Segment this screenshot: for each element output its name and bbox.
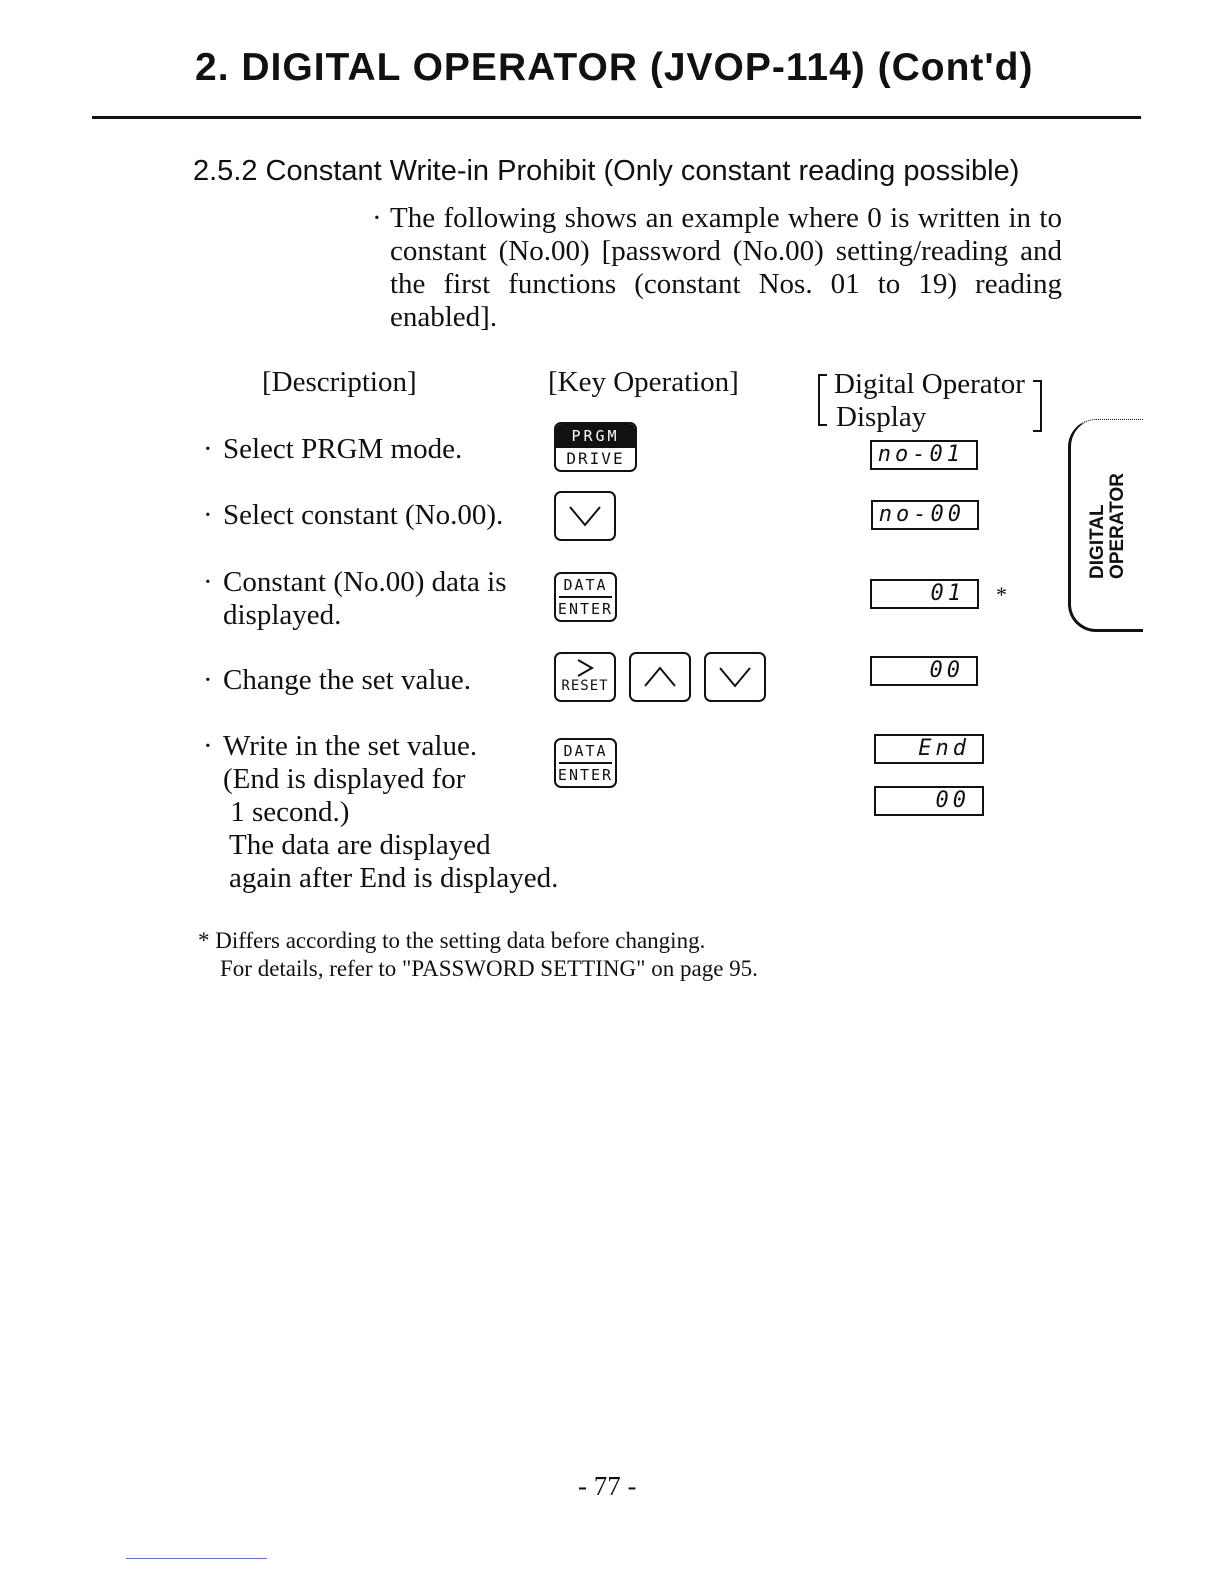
step-text-line1: Constant (No.00) data is	[223, 566, 507, 598]
step-text: Select PRGM mode.	[223, 433, 463, 465]
column-header-display	[818, 368, 1048, 434]
data-key-label: DATA	[563, 576, 608, 594]
lcd-display: no-00	[871, 500, 979, 530]
title-divider	[92, 116, 1141, 119]
footnote-line1: * Differs according to the setting data before changing.	[198, 928, 706, 953]
down-key[interactable]	[704, 652, 766, 702]
step-text-line5: again after End is displayed.	[229, 862, 559, 894]
step-write-value	[203, 730, 558, 895]
data-enter-key[interactable]	[554, 572, 617, 622]
chevron-right-icon	[574, 658, 596, 678]
section-side-tab	[1068, 419, 1143, 632]
step-text-line3: 1 second.)	[223, 796, 350, 828]
intro-text: The following shows an example where 0 is written in to constant (No.00) [password (No.00) setting/reading and the first functions (constant Nos. 01 to 19) reading enabled].	[390, 202, 1062, 333]
lcd-display: 00	[874, 786, 984, 816]
lcd-display: no-01	[870, 440, 978, 470]
chevron-down-icon	[567, 504, 603, 528]
reset-key-label: RESET	[561, 678, 609, 694]
left-bracket	[818, 374, 827, 426]
footnote-line2: For details, refer to "PASSWORD SETTING" on page 95.	[220, 956, 758, 981]
chevron-up-icon	[642, 665, 678, 689]
data-enter-key[interactable]	[554, 738, 617, 788]
data-key-label: DATA	[563, 742, 608, 760]
page-number: - 77 -	[578, 1471, 637, 1501]
step-bullet: ·	[203, 433, 213, 465]
step-text: Select constant (No.00).	[223, 499, 504, 531]
side-tab-label	[1088, 473, 1128, 579]
reset-key[interactable]	[554, 652, 616, 702]
step-text-line2: (End is displayed for	[223, 763, 466, 795]
step-select-prgm	[203, 433, 462, 466]
up-key[interactable]	[629, 652, 691, 702]
step-text-line2: displayed.	[223, 599, 342, 631]
step-bullet: ·	[203, 499, 213, 531]
intro-paragraph	[372, 202, 1062, 334]
prgm-drive-key[interactable]	[554, 422, 637, 472]
side-tab-line2: OPERATOR	[1107, 473, 1128, 579]
enter-key-label: ENTER	[557, 600, 614, 618]
column-header-description: [Description]	[262, 366, 417, 398]
column-header-key-operation: [Key Operation]	[548, 366, 739, 398]
chevron-down-icon	[717, 665, 753, 689]
drive-key-label: DRIVE	[566, 449, 625, 468]
step-bullet: ·	[203, 664, 213, 696]
footnote	[198, 927, 758, 983]
section-heading: 2.5.2 Constant Write-in Prohibit (Only constant reading possible)	[193, 155, 1020, 187]
step-change-value	[203, 664, 471, 697]
right-bracket	[1033, 380, 1042, 432]
step-bullet: ·	[203, 566, 213, 598]
step-text-line4: The data are displayed	[229, 829, 491, 861]
lcd-display: End	[874, 734, 984, 764]
step-select-constant	[203, 499, 503, 532]
step-bullet: ·	[203, 730, 213, 762]
step-text-line1: Write in the set value.	[223, 730, 478, 762]
display-header-line1: Digital Operator	[834, 368, 1025, 400]
enter-key-label: ENTER	[557, 766, 614, 784]
footnote-marker: *	[996, 582, 1007, 607]
step-data-displayed	[203, 566, 507, 632]
down-key[interactable]	[554, 491, 616, 541]
display-header-line2: Display	[836, 401, 927, 433]
step-text: Change the set value.	[223, 664, 472, 696]
lcd-display: 00	[870, 656, 978, 686]
bottom-rule	[126, 1558, 267, 1559]
prgm-key-label: PRGM	[556, 424, 635, 448]
page-title: 2. DIGITAL OPERATOR (JVOP-114) (Cont'd)	[195, 46, 1034, 89]
intro-bullet: ·	[372, 202, 382, 234]
side-tab-line1: DIGITAL	[1087, 504, 1108, 579]
lcd-display: 01	[870, 579, 979, 609]
